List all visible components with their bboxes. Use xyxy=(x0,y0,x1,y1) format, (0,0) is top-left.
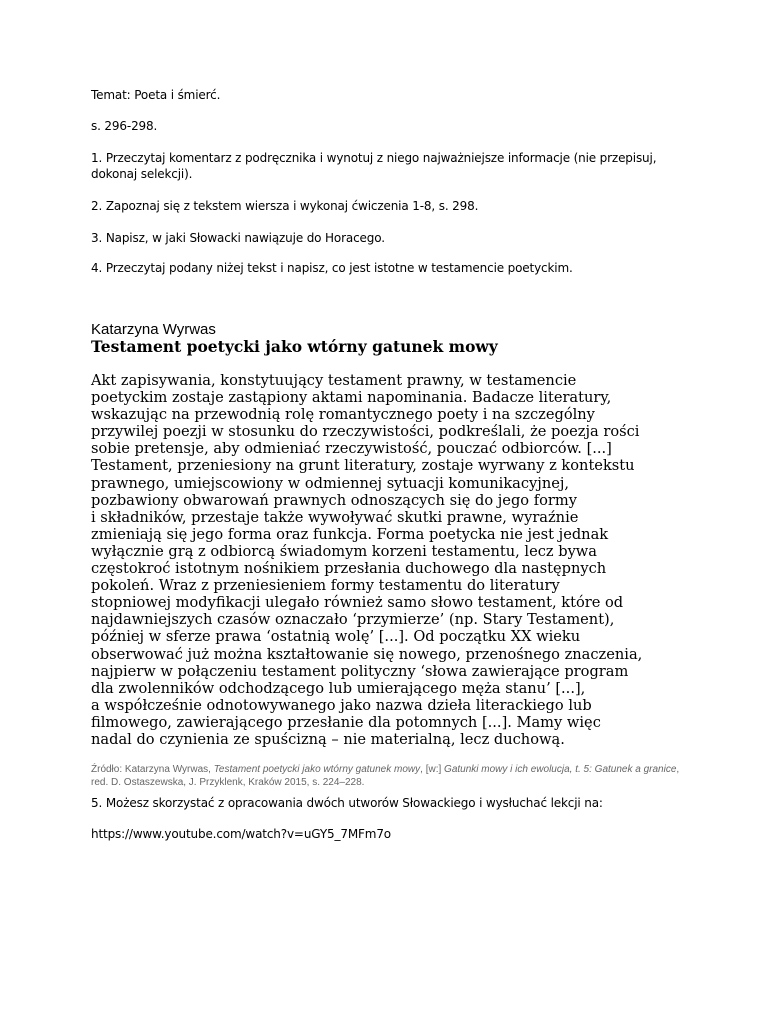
task-4: 4. Przeczytaj podany niżej tekst i napisz, co jest istotne w testamencie poetyckim. xyxy=(91,261,573,275)
source-suffix: , red. D. Ostaszewska, J. Przyklenk, Kraków 2015, s. 224–228. xyxy=(91,764,680,788)
source-volume-title: Gatunki mowy i ich ewolucja, t. 5: Gatunek a granice xyxy=(444,764,677,775)
article-line: wskazując na przewodnią rolę romantycznego poety i na szczególny xyxy=(91,406,595,424)
article-line: filmowego, zawierającego przesłanie dla potomnych [...]. Mamy więc xyxy=(91,713,601,731)
task-5: 5. Możesz skorzystać z opracowania dwóch utworów Słowackiego i wysłuchać lekcji na: xyxy=(91,796,603,810)
topic-line: Temat: Poeta i śmierć. xyxy=(91,88,221,102)
task-3: 3. Napisz, w jaki Słowacki nawiązuje do Horacego. xyxy=(91,231,385,245)
pages-line: s. 296-298. xyxy=(91,119,158,133)
article-title: Testament poetycki jako wtórny gatunek mowy xyxy=(91,337,498,356)
article-line: najdawniejszych czasów oznaczało ‘przymierze’ (np. Stary Testament), xyxy=(91,611,615,629)
youtube-link[interactable]: https://www.youtube.com/watch?v=uGY5_7MFm7o xyxy=(91,827,391,841)
source-citation xyxy=(91,763,681,789)
task-2: 2. Zapoznaj się z tekstem wiersza i wykonaj ćwiczenia 1-8, s. 298. xyxy=(91,199,479,213)
article-line: i składników, przestaje także wywoływać skutki prawne, wyraźnie xyxy=(91,508,579,526)
article-line: stopniowej modyfikacji ulegało również samo słowo testament, które od xyxy=(91,594,624,612)
article-line: Testament, przeniesiony na grunt literatury, zostaje wyrwany z kontekstu xyxy=(91,457,635,475)
article-line: obserwować już można kształtowanie się nowego, przenośnego znaczenia, xyxy=(91,645,643,663)
article-line: poetyckim zostaje zastąpiony aktami napominania. Badacze literatury, xyxy=(91,389,612,407)
article-line: przywilej poezji w stosunku do rzeczywistości, podkreślali, że poezja rości xyxy=(91,423,640,441)
article-line: sobie pretensje, aby odmieniać rzeczywistość, pouczać odbiorców. [...] xyxy=(91,440,612,458)
article-line: najpierw w połączeniu testament polityczny ‘słowa zawierające program xyxy=(91,662,629,680)
article-body xyxy=(91,372,681,748)
article-line: wyłącznie grą z odbiorcą świadomym korzeni testamentu, lecz bywa xyxy=(91,542,597,560)
source-in-label: , [w:] xyxy=(420,764,445,775)
article-line: później w sferze prawa ‘ostatnią wolę’ [...]. Od początku XX wieku xyxy=(91,628,581,646)
article-line: pokoleń. Wraz z przeniesieniem formy testamentu do literatury xyxy=(91,577,560,595)
article-line: dla zwolenników odchodzącego lub umierającego męża stanu’ [...], xyxy=(91,679,586,697)
article-line: nadal do czynienia ze spuścizną – nie materialną, lecz duchową. xyxy=(91,730,565,748)
article-line: pozbawiony obwarowań prawnych odnoszących się do jego formy xyxy=(91,491,577,509)
article-line: częstokroć istotnym nośnikiem przesłania duchowego dla następnych xyxy=(91,560,607,578)
article-line: a współcześnie odnotowywanego jako nazwa dzieła literackiego lub xyxy=(91,696,592,714)
task-1: 1. Przeczytaj komentarz z podręcznika i wynotuj z niego najważniejsze informacje (nie przepisuj, dokonaj selekcji). xyxy=(91,151,657,181)
article-line: Akt zapisywania, konstytuujący testament prawny, w testamencie xyxy=(91,372,577,389)
source-work-title: Testament poetycki jako wtórny gatunek mowy xyxy=(213,764,421,775)
article-author: Katarzyna Wyrwas xyxy=(91,321,216,338)
article-line: zmieniają się jego forma oraz funkcja. Forma poetycka nie jest jednak xyxy=(91,525,609,543)
article-line: prawnego, umiejscowiony w odmiennej sytuacji komunikacyjnej, xyxy=(91,474,570,492)
source-prefix: Źródło: Katarzyna Wyrwas, xyxy=(91,764,214,775)
